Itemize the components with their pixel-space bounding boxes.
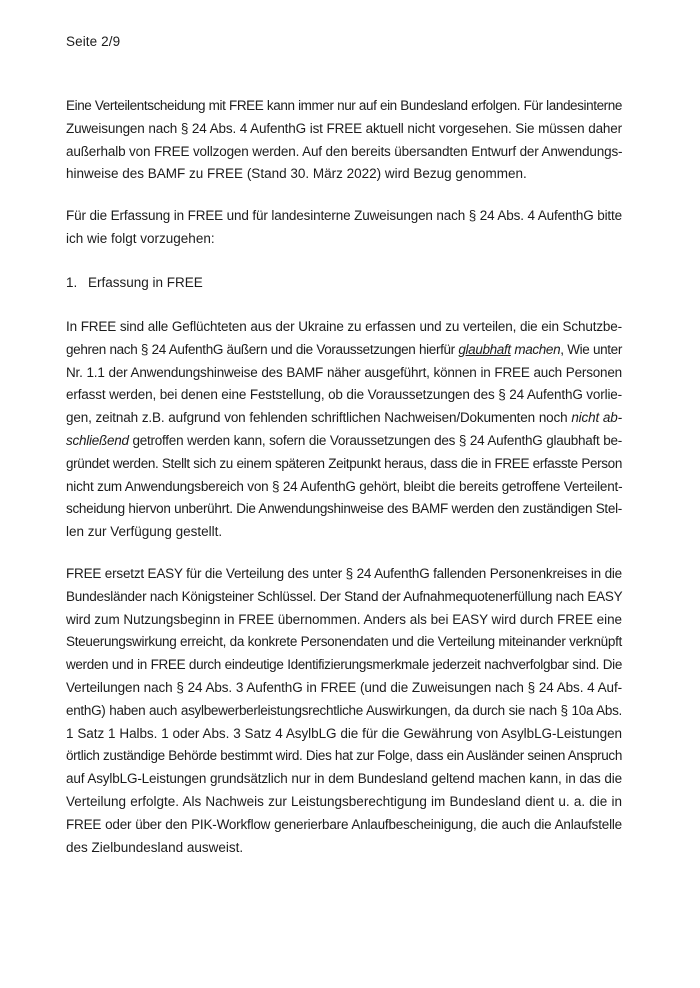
section-title: Erfassung in FREE bbox=[88, 275, 203, 290]
text-line: Steuerungswirkung erreicht, da konkrete Personendaten und die Verteilung miteinander verknüpft bbox=[66, 634, 622, 650]
text-line: len zur Verfügung gestellt. bbox=[66, 524, 223, 540]
text-line: örtlich zuständige Behörde bestimmt wird. Dies hat zur Folge, dass ein Ausländer seinen Anspruch bbox=[66, 748, 622, 764]
text-line: enthG) haben auch asylbewerberleistungsrechtliche Auswirkungen, da durch sie nach § 10a Abs. bbox=[66, 702, 622, 718]
text-line bbox=[66, 407, 622, 430]
section-heading bbox=[66, 275, 203, 290]
text-line: FREE ersetzt EASY für die Verteilung des unter § 24 AufenthG fallenden Personenkreises in die bbox=[66, 566, 622, 581]
text-line: hinweise des BAMF zu FREE (Stand 30. März 2022) wird Bezug genommen. bbox=[66, 166, 527, 182]
text-line: Verteilung erfolgte. Als Nachweis zur Leistungsberechtigung im Bundesland dient u. a. die in bbox=[66, 793, 622, 809]
text-line: 1 Satz 1 Halbs. 1 oder Abs. 3 Satz 4 AsylbLG die für die Gewährung von AsylbLG-Leistungen bbox=[66, 725, 622, 741]
paragraph-procedure-request bbox=[66, 205, 622, 251]
text-segment: gen, zeitnah z.B. aufgrund von fehlenden schriftlichen Nachweisen/Dokumenten noch bbox=[66, 410, 572, 426]
text-segment: getroffen werden kann, sofern die Voraussetzungen des § 24 AufenthG glaubhaft be- bbox=[128, 432, 622, 448]
text-line: außerhalb von FREE vollzogen werden. Auf den bereits übersandten Entwurf der Anwendungs- bbox=[66, 143, 623, 159]
page-number: Seite 2/9 bbox=[66, 34, 121, 49]
text-line: ich wie folgt vorzugehen: bbox=[66, 230, 215, 246]
text-line: Bundesländer nach Königsteiner Schlüssel. Der Stand der Aufnahmequotenerfüllung nach EASY bbox=[66, 588, 623, 604]
paragraph-free-replaces-easy bbox=[66, 563, 622, 859]
text-line: nicht zum Anwendungsbereich von § 24 AufenthG gehört, bleibt die bereits getroffene Verteilent- bbox=[66, 478, 623, 494]
text-line: wird zum Nutzungsbeginn in FREE übernommen. Anders als bei EASY wird durch FREE eine bbox=[66, 611, 622, 627]
underlined-emphasis: glaubhaft bbox=[458, 341, 511, 357]
text-line: werden und in FREE durch eindeutige Identifizierungsmerkmale jederzeit nachverfolgbar sind. Die bbox=[66, 657, 622, 673]
text-line: In FREE sind alle Geflüchteten aus der Ukraine zu erfassen und zu verteilen, die ein Schutzbe- bbox=[66, 319, 622, 334]
text-line: Für die Erfassung in FREE und für landesinterne Zuweisungen nach § 24 Abs. 4 AufenthG bitte bbox=[66, 208, 622, 223]
text-segment: , Wie unter bbox=[560, 341, 622, 357]
text-line: scheidung hiervon unberührt. Die Anwendungshinweise des BAMF werden den zuständigen Stel- bbox=[66, 501, 622, 517]
text-line: Eine Verteilentscheidung mit FREE kann immer nur auf ein Bundesland erfolgen. Für landesinterne bbox=[66, 98, 622, 113]
italic-emphasis: schließend bbox=[66, 432, 129, 448]
text-segment: gehren nach § 24 AufenthG äußern und die Voraussetzungen hierfür bbox=[66, 341, 459, 357]
text-line: erfasst werden, bei denen eine Feststellung, ob die Voraussetzungen des § 24 AufenthG vorlie- bbox=[66, 387, 622, 403]
italic-emphasis: nicht ab- bbox=[571, 410, 622, 426]
text-line: Verteilungen nach § 24 Abs. 3 AufenthG in FREE (und die Zuweisungen nach § 24 Abs. 4 Auf- bbox=[66, 679, 622, 695]
paragraph-distribution-decision bbox=[66, 95, 622, 186]
text-line: FREE oder über den PIK-Workflow generierbare Anlaufbescheinigung, die auch die Anlaufstelle bbox=[66, 816, 622, 832]
text-line: auf AsylbLG-Leistungen grundsätzlich nur in dem Bundesland geltend machen kann, in das die bbox=[66, 771, 622, 787]
section-number: 1. bbox=[66, 275, 78, 290]
text-line: gründet werden. Stellt sich zu einem späteren Zeitpunkt heraus, dass die in FREE erfasste Person bbox=[66, 455, 622, 471]
text-line bbox=[66, 430, 622, 453]
text-line: des Zielbundesland ausweist. bbox=[66, 839, 244, 855]
text-line: Zuweisungen nach § 24 Abs. 4 AufenthG ist FREE aktuell nicht vorgesehen. Sie müssen daher bbox=[66, 120, 622, 136]
text-line bbox=[66, 339, 622, 362]
italic-emphasis: machen bbox=[510, 341, 561, 357]
text-line: Nr. 1.1 der Anwendungshinweise des BAMF näher ausgeführt, können in FREE auch Personen bbox=[66, 364, 622, 380]
paragraph-registration-in-free bbox=[66, 316, 622, 544]
